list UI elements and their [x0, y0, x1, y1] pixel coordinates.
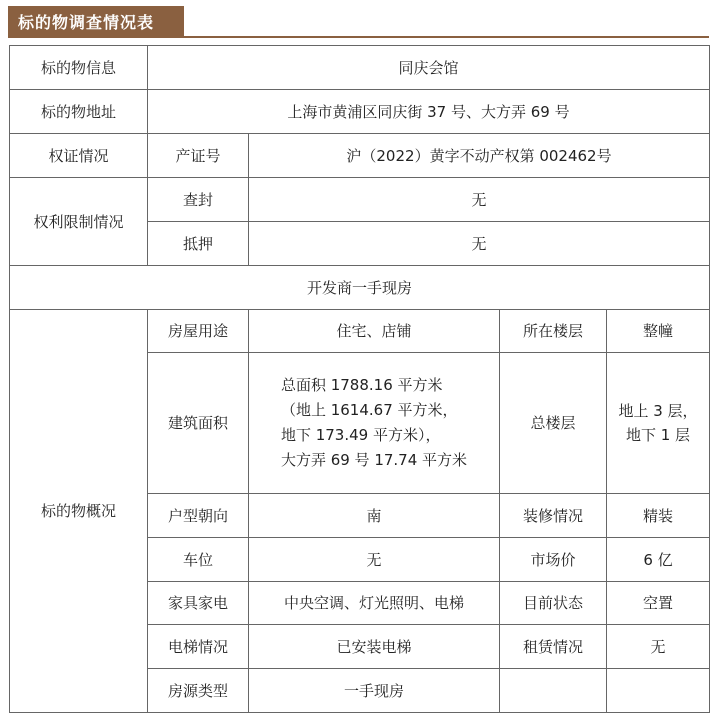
property-info-table	[9, 45, 710, 713]
label-cell: 租赁情况	[500, 625, 607, 669]
label-cell: 车位	[148, 538, 249, 582]
label-cell: 标的物概况	[10, 310, 148, 713]
value-cell: 整幢	[607, 310, 710, 353]
label-cell: 标的物地址	[10, 90, 148, 134]
table-row	[10, 90, 710, 134]
area-line: 总面积 1788.16 平方米	[280, 376, 443, 394]
value-cell: 开发商一手现房	[10, 266, 710, 310]
value-cell: 一手现房	[249, 669, 500, 713]
label-cell: 所在楼层	[500, 310, 607, 353]
label-cell: 权利限制情况	[10, 178, 148, 266]
value-cell	[607, 353, 710, 494]
label-cell: 查封	[148, 178, 249, 222]
empty-cell	[607, 669, 710, 713]
section-title	[8, 6, 184, 36]
label-cell: 电梯情况	[148, 625, 249, 669]
value-cell	[249, 353, 500, 494]
value-cell: 已安装电梯	[249, 625, 500, 669]
value-cell: 南	[249, 494, 500, 538]
floors-line: 地下 1 层	[625, 426, 691, 444]
value-cell: 无	[607, 625, 710, 669]
value-cell: 精装	[607, 494, 710, 538]
label-cell: 抵押	[148, 222, 249, 266]
value-cell: 6 亿	[607, 538, 710, 582]
label-cell: 市场价	[500, 538, 607, 582]
label-cell: 家具家电	[148, 582, 249, 625]
label-cell: 目前状态	[500, 582, 607, 625]
area-line: （地上 1614.67 平方米，	[280, 401, 458, 419]
value-cell: 沪（2022）黄字不动产权第 002462号	[249, 134, 710, 178]
value-cell: 无	[249, 178, 710, 222]
value-cell: 无	[249, 538, 500, 582]
table-row	[10, 134, 710, 178]
section-divider	[8, 36, 709, 38]
value-cell: 空置	[607, 582, 710, 625]
area-line: 地下 173.49 平方米），	[280, 426, 441, 444]
table-row	[10, 310, 710, 353]
label-cell: 产证号	[148, 134, 249, 178]
value-cell: 中央空调、灯光照明、电梯	[249, 582, 500, 625]
label-cell: 标的物信息	[10, 46, 148, 90]
floors-line: 地上 3 层，	[618, 402, 698, 420]
value-cell: 无	[249, 222, 710, 266]
table-row	[10, 46, 710, 90]
section-title-text: 标的物调查情况表	[18, 12, 155, 32]
area-line: 大方弄 69 号 17.74 平方米	[280, 451, 468, 469]
label-cell: 建筑面积	[148, 353, 249, 494]
label-cell: 房源类型	[148, 669, 249, 713]
label-cell: 户型朝向	[148, 494, 249, 538]
value-cell: 同庆会馆	[148, 46, 710, 90]
label-cell: 总楼层	[500, 353, 607, 494]
label-cell: 权证情况	[10, 134, 148, 178]
label-cell: 装修情况	[500, 494, 607, 538]
table-row	[10, 178, 710, 222]
area-detail	[281, 373, 467, 473]
label-cell: 房屋用途	[148, 310, 249, 353]
value-cell: 住宅、店铺	[249, 310, 500, 353]
value-cell: 上海市黄浦区同庆街 37 号、大方弄 69 号	[148, 90, 710, 134]
table-row	[10, 266, 710, 310]
empty-cell	[500, 669, 607, 713]
